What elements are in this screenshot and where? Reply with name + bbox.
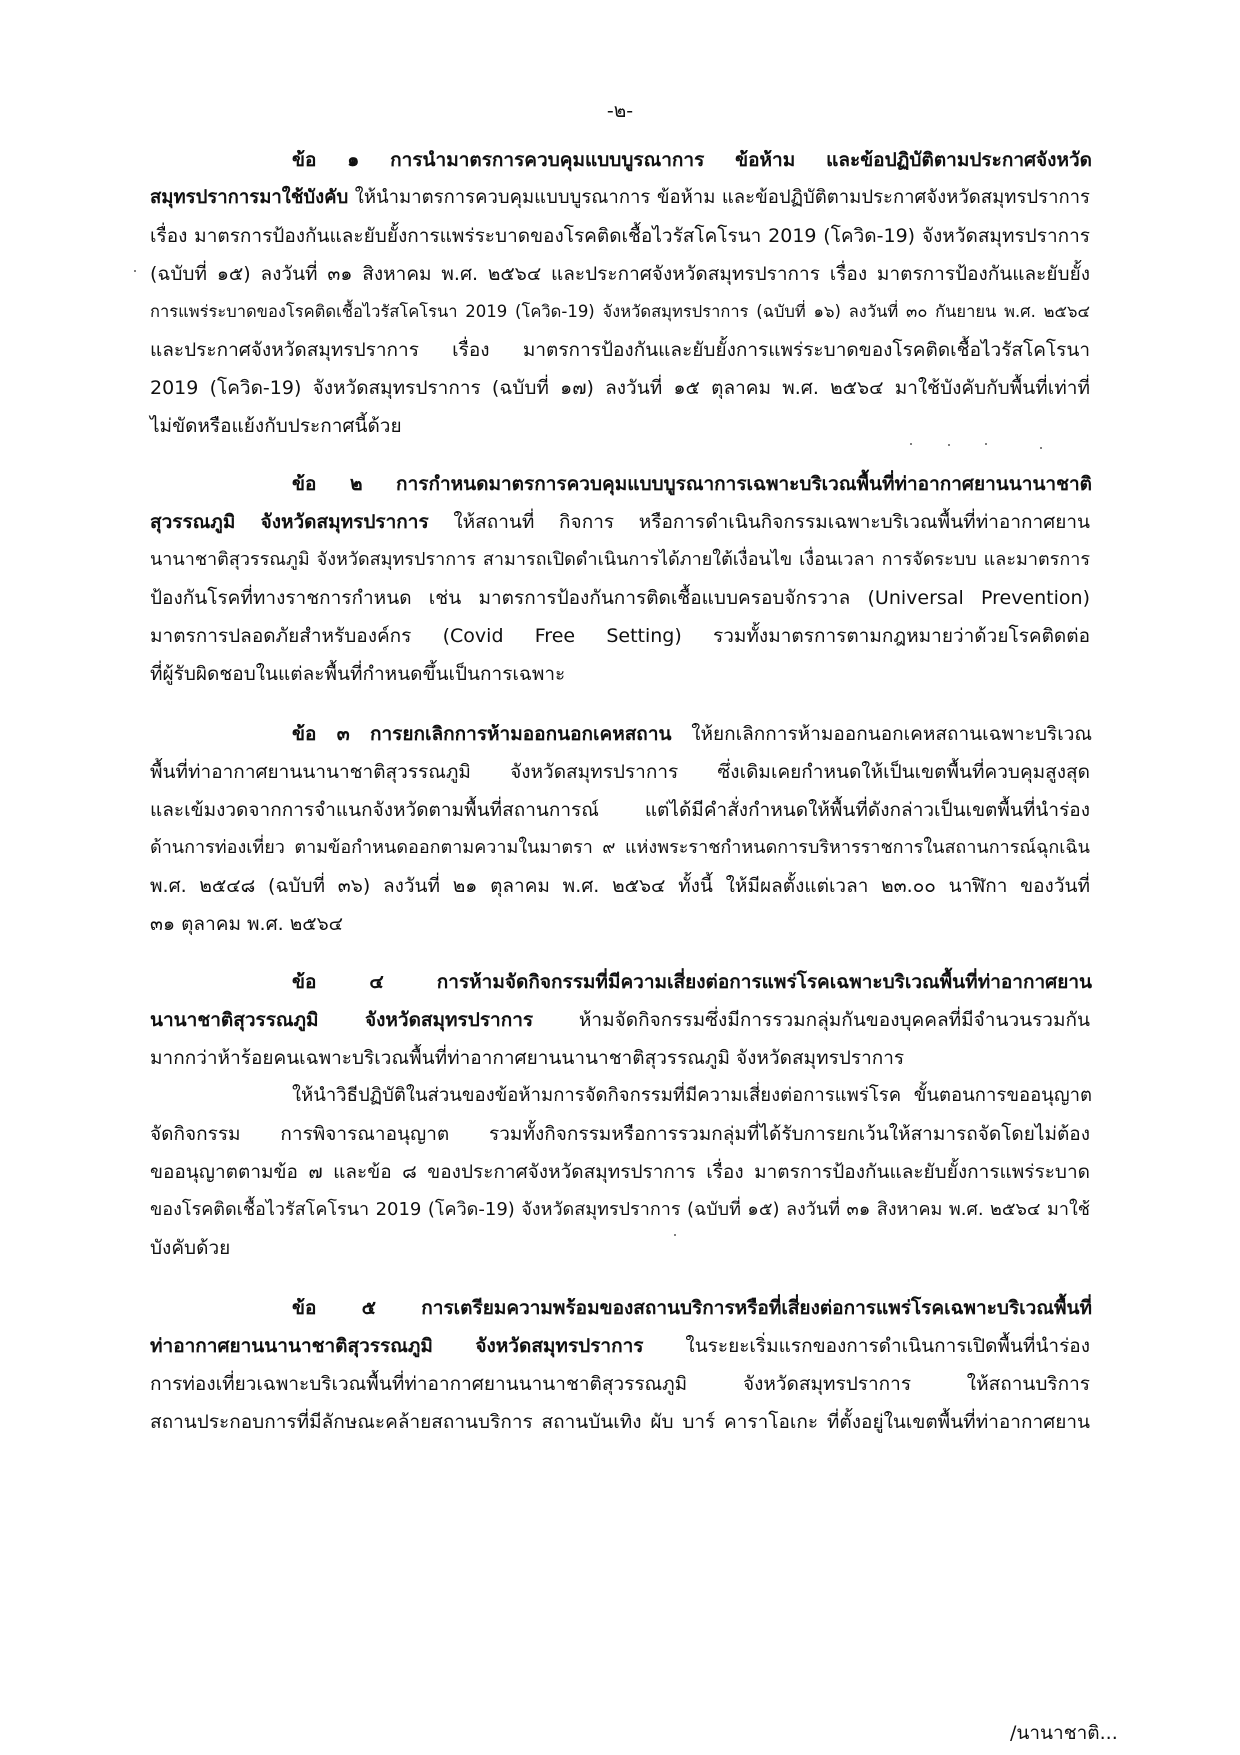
paragraph-line [292, 1296, 1092, 1320]
clause-text: และเข้มงวดจากการจำแนกจังหวัดตามพื้นที่สถานการณ์ แต่ได้มีคำสั่งกำหนดให้พื้นที่ดังกล่าวเป็นเขตพื้นที่นำร่อง [150, 799, 1090, 821]
paragraph-line [150, 912, 1090, 936]
scan-speck [985, 443, 987, 445]
clause-text: ห้ามจัดกิจกรรมซึ่งมีการรวมกลุ่มกันของบุคคลที่มีจำนวนรวมกัน [533, 1009, 1090, 1031]
clause-text: มากกว่าห้าร้อยคนเฉพาะบริเวณพื้นที่ท่าอากาศยานนานาชาติสุวรรณภูมิ จังหวัดสมุทรปราการ [150, 1047, 905, 1069]
paragraph-line [150, 798, 1090, 822]
paragraph-line [292, 472, 1092, 496]
clause-text: บังคับด้วย [150, 1237, 231, 1259]
paragraph-line [150, 376, 1090, 400]
clause-heading: ข้อ ๒ การกำหนดมาตรการควบคุมแบบบูรณาการเฉพาะบริเวณพื้นที่ท่าอากาศยานนานาชาติ [292, 473, 1092, 495]
catchword: /นานาชาติ... [1010, 1722, 1118, 1744]
clause-text: ไม่ขัดหรือแย้งกับประกาศนี้ด้วย [150, 415, 402, 437]
paragraph-line [150, 1372, 1090, 1396]
paragraph-line [292, 970, 1092, 994]
clause-text: ให้นำมาตรการควบคุมแบบบูรณาการ ข้อห้าม และข้อปฏิบัติตามประกาศจังหวัดสมุทรปราการ [348, 187, 1090, 208]
scan-speck [1040, 447, 1042, 449]
clause-heading: ข้อ ๔ การห้ามจัดกิจกรรมที่มีความเสี่ยงต่อการแพร่โรคเฉพาะบริเวณพื้นที่ท่าอากาศยาน [292, 971, 1092, 993]
paragraph-line [150, 1334, 1090, 1358]
clause-text: ป้องกันโรคที่ทางราชการกำหนด เช่น มาตรการป้องกันการติดเชื้อแบบครอบจักรวาล (Universal Prevention) [150, 587, 1090, 609]
paragraph-line [150, 1122, 1090, 1146]
paragraph-line [150, 300, 1090, 324]
paragraph-line [150, 186, 1090, 210]
scan-speck [134, 270, 136, 272]
clause-text: และประกาศจังหวัดสมุทรปราการ เรื่อง มาตรการป้องกันและยับยั้งการแพร่ระบาดของโรคติดเชื้อไวรัสโคโรนา [150, 339, 1090, 361]
paragraph-line [150, 1410, 1090, 1434]
clause-text: ในระยะเริ่มแรกของการดำเนินการเปิดพื้นที่นำร่อง [643, 1335, 1090, 1357]
page-number: -๒- [606, 100, 634, 122]
paragraph-line [150, 1198, 1090, 1222]
paragraph-line [292, 722, 1092, 746]
clause-heading: ข้อ ๑ การนำมาตรการควบคุมแบบบูรณาการ ข้อห้าม และข้อปฏิบัติตามประกาศจังหวัด [292, 149, 1092, 171]
clause-text: การท่องเที่ยวเฉพาะบริเวณพื้นที่ท่าอากาศยานนานาชาติสุวรรณภูมิ จังหวัดสมุทรปราการ ให้สถานบริการ [150, 1373, 1090, 1395]
clause-text: นานาชาติสุวรรณภูมิ จังหวัดสมุทรปราการ สามารถเปิดดำเนินการได้ภายใต้เงื่อนไข เงื่อนเวลา การจัดระบบ และมาตรการ [150, 549, 1090, 570]
paragraph-line [150, 1046, 1090, 1070]
paragraph-line [150, 1160, 1090, 1184]
paragraph-line [292, 148, 1092, 172]
clause-heading: ข้อ ๓ การยกเลิกการห้ามออกนอกเคหสถาน [292, 723, 672, 745]
paragraph-line [150, 1008, 1090, 1032]
clause-text: พื้นที่ท่าอากาศยานนานาชาติสุวรรณภูมิ จังหวัดสมุทรปราการ ซึ่งเดิมเคยกำหนดให้เป็นเขตพื้นที่ควบคุมสูงสุด [150, 761, 1090, 783]
paragraph-line [150, 624, 1090, 648]
paragraph-line [150, 586, 1090, 610]
clause-text: พ.ศ. ๒๕๔๘ (ฉบับที่ ๓๖) ลงวันที่ ๒๑ ตุลาคม พ.ศ. ๒๕๖๔ ทั้งนี้ ให้มีผลตั้งแต่เวลา ๒๓.๐๐ นาฬิกา ของวันที่ [150, 875, 1090, 897]
paragraph-line [150, 224, 1090, 248]
paragraph-line [150, 662, 1090, 686]
clause-text: ของโรคติดเชื้อไวรัสโคโรนา 2019 (โควิด-19) จังหวัดสมุทรปราการ (ฉบับที่ ๑๕) ลงวันที่ ๓๑ สิงหาคม พ.ศ. ๒๕๖๔ มาใช้ [150, 1199, 1090, 1220]
clause-text: เรื่อง มาตรการป้องกันและยับยั้งการแพร่ระบาดของโรคติดเชื้อไวรัสโคโรนา 2019 (โควิด-19) จังหวัดสมุทรปราการ [150, 225, 1090, 247]
paragraph-line [150, 338, 1090, 362]
clause-text: ที่ผู้รับผิดชอบในแต่ละพื้นที่กำหนดขึ้นเป็นการเฉพาะ [150, 663, 566, 685]
paragraph-line [150, 874, 1090, 898]
clause-text: การแพร่ระบาดของโรคติดเชื้อไวรัสโคโรนา 2019 (โควิด-19) จังหวัดสมุทรปราการ (ฉบับที่ ๑๖) ลงวันที่ ๓๐ กันยายน พ.ศ. ๒๕๖๔ [150, 302, 1090, 321]
paragraph-line [150, 548, 1090, 572]
paragraph-line [150, 760, 1090, 784]
clause-heading: นานาชาติสุวรรณภูมิ จังหวัดสมุทรปราการ [150, 1009, 534, 1031]
clause-text: ขออนุญาตตามข้อ ๗ และข้อ ๘ ของประกาศจังหวัดสมุทรปราการ เรื่อง มาตรการป้องกันและยับยั้งการแพร่ระบาด [150, 1161, 1090, 1183]
scan-speck [948, 444, 950, 446]
paragraph-line [292, 1084, 1092, 1108]
clause-text: ให้สถานที่ กิจการ หรือการดำเนินกิจกรรมเฉพาะบริเวณพื้นที่ท่าอากาศยาน [428, 511, 1091, 533]
clause-text: จัดกิจกรรม การพิจารณาอนุญาต รวมทั้งกิจกรรมหรือการรวมกลุ่มที่ได้รับการยกเว้นให้สามารถจัดโดยไม่ต้อง [150, 1123, 1090, 1145]
paragraph-line [150, 1236, 1090, 1260]
clause-heading: สุวรรณภูมิ จังหวัดสมุทรปราการ [150, 511, 429, 533]
paragraph-line [150, 836, 1090, 860]
clause-text: สถานประกอบการที่มีลักษณะคล้ายสถานบริการ สถานบันเทิง ผับ บาร์ คาราโอเกะ ที่ตั้งอยู่ในเขตพื้นที่ท่าอากาศยาน [150, 1411, 1090, 1433]
scan-speck [674, 1234, 676, 1236]
clause-text: ด้านการท่องเที่ยว ตามข้อกำหนดออกตามความในมาตรา ๙ แห่งพระราชกำหนดการบริหารราชการในสถานการณ์ฉุกเฉิน [150, 837, 1090, 858]
clause-text: ให้นำวิธีปฏิบัติในส่วนของข้อห้ามการจัดกิจกรรมที่มีความเสี่ยงต่อการแพร่โรค ขั้นตอนการขออนุญาต [292, 1085, 1092, 1106]
paragraph-line [150, 262, 1090, 286]
clause-heading: ท่าอากาศยานนานาชาติสุวรรณภูมิ จังหวัดสมุทรปราการ [150, 1335, 644, 1357]
scan-speck [910, 443, 912, 445]
paragraph-line [150, 414, 1090, 438]
clause-text: มาตรการปลอดภัยสำหรับองค์กร (Covid Free Setting) รวมทั้งมาตรการตามกฎหมายว่าด้วยโรคติดต่อ [150, 625, 1090, 647]
clause-heading: สมุทรปราการมาใช้บังคับ [150, 187, 349, 208]
clause-heading: ข้อ ๕ การเตรียมความพร้อมของสถานบริการหรือที่เสี่ยงต่อการแพร่โรคเฉพาะบริเวณพื้นที่ [292, 1297, 1092, 1319]
clause-text: 2019 (โควิด-19) จังหวัดสมุทรปราการ (ฉบับที่ ๑๗) ลงวันที่ ๑๕ ตุลาคม พ.ศ. ๒๕๖๔ มาใช้บังคับกับพื้นที่เท่าที่ [150, 377, 1090, 399]
clause-text: ๓๑ ตุลาคม พ.ศ. ๒๕๖๔ [150, 913, 344, 935]
paragraph-line [150, 510, 1090, 534]
clause-text: (ฉบับที่ ๑๕) ลงวันที่ ๓๑ สิงหาคม พ.ศ. ๒๕๖๔ และประกาศจังหวัดสมุทรปราการ เรื่อง มาตรการป้องกันและยับยั้ง [150, 263, 1090, 285]
clause-text: ให้ยกเลิกการห้ามออกนอกเคหสถานเฉพาะบริเวณ [671, 723, 1092, 745]
